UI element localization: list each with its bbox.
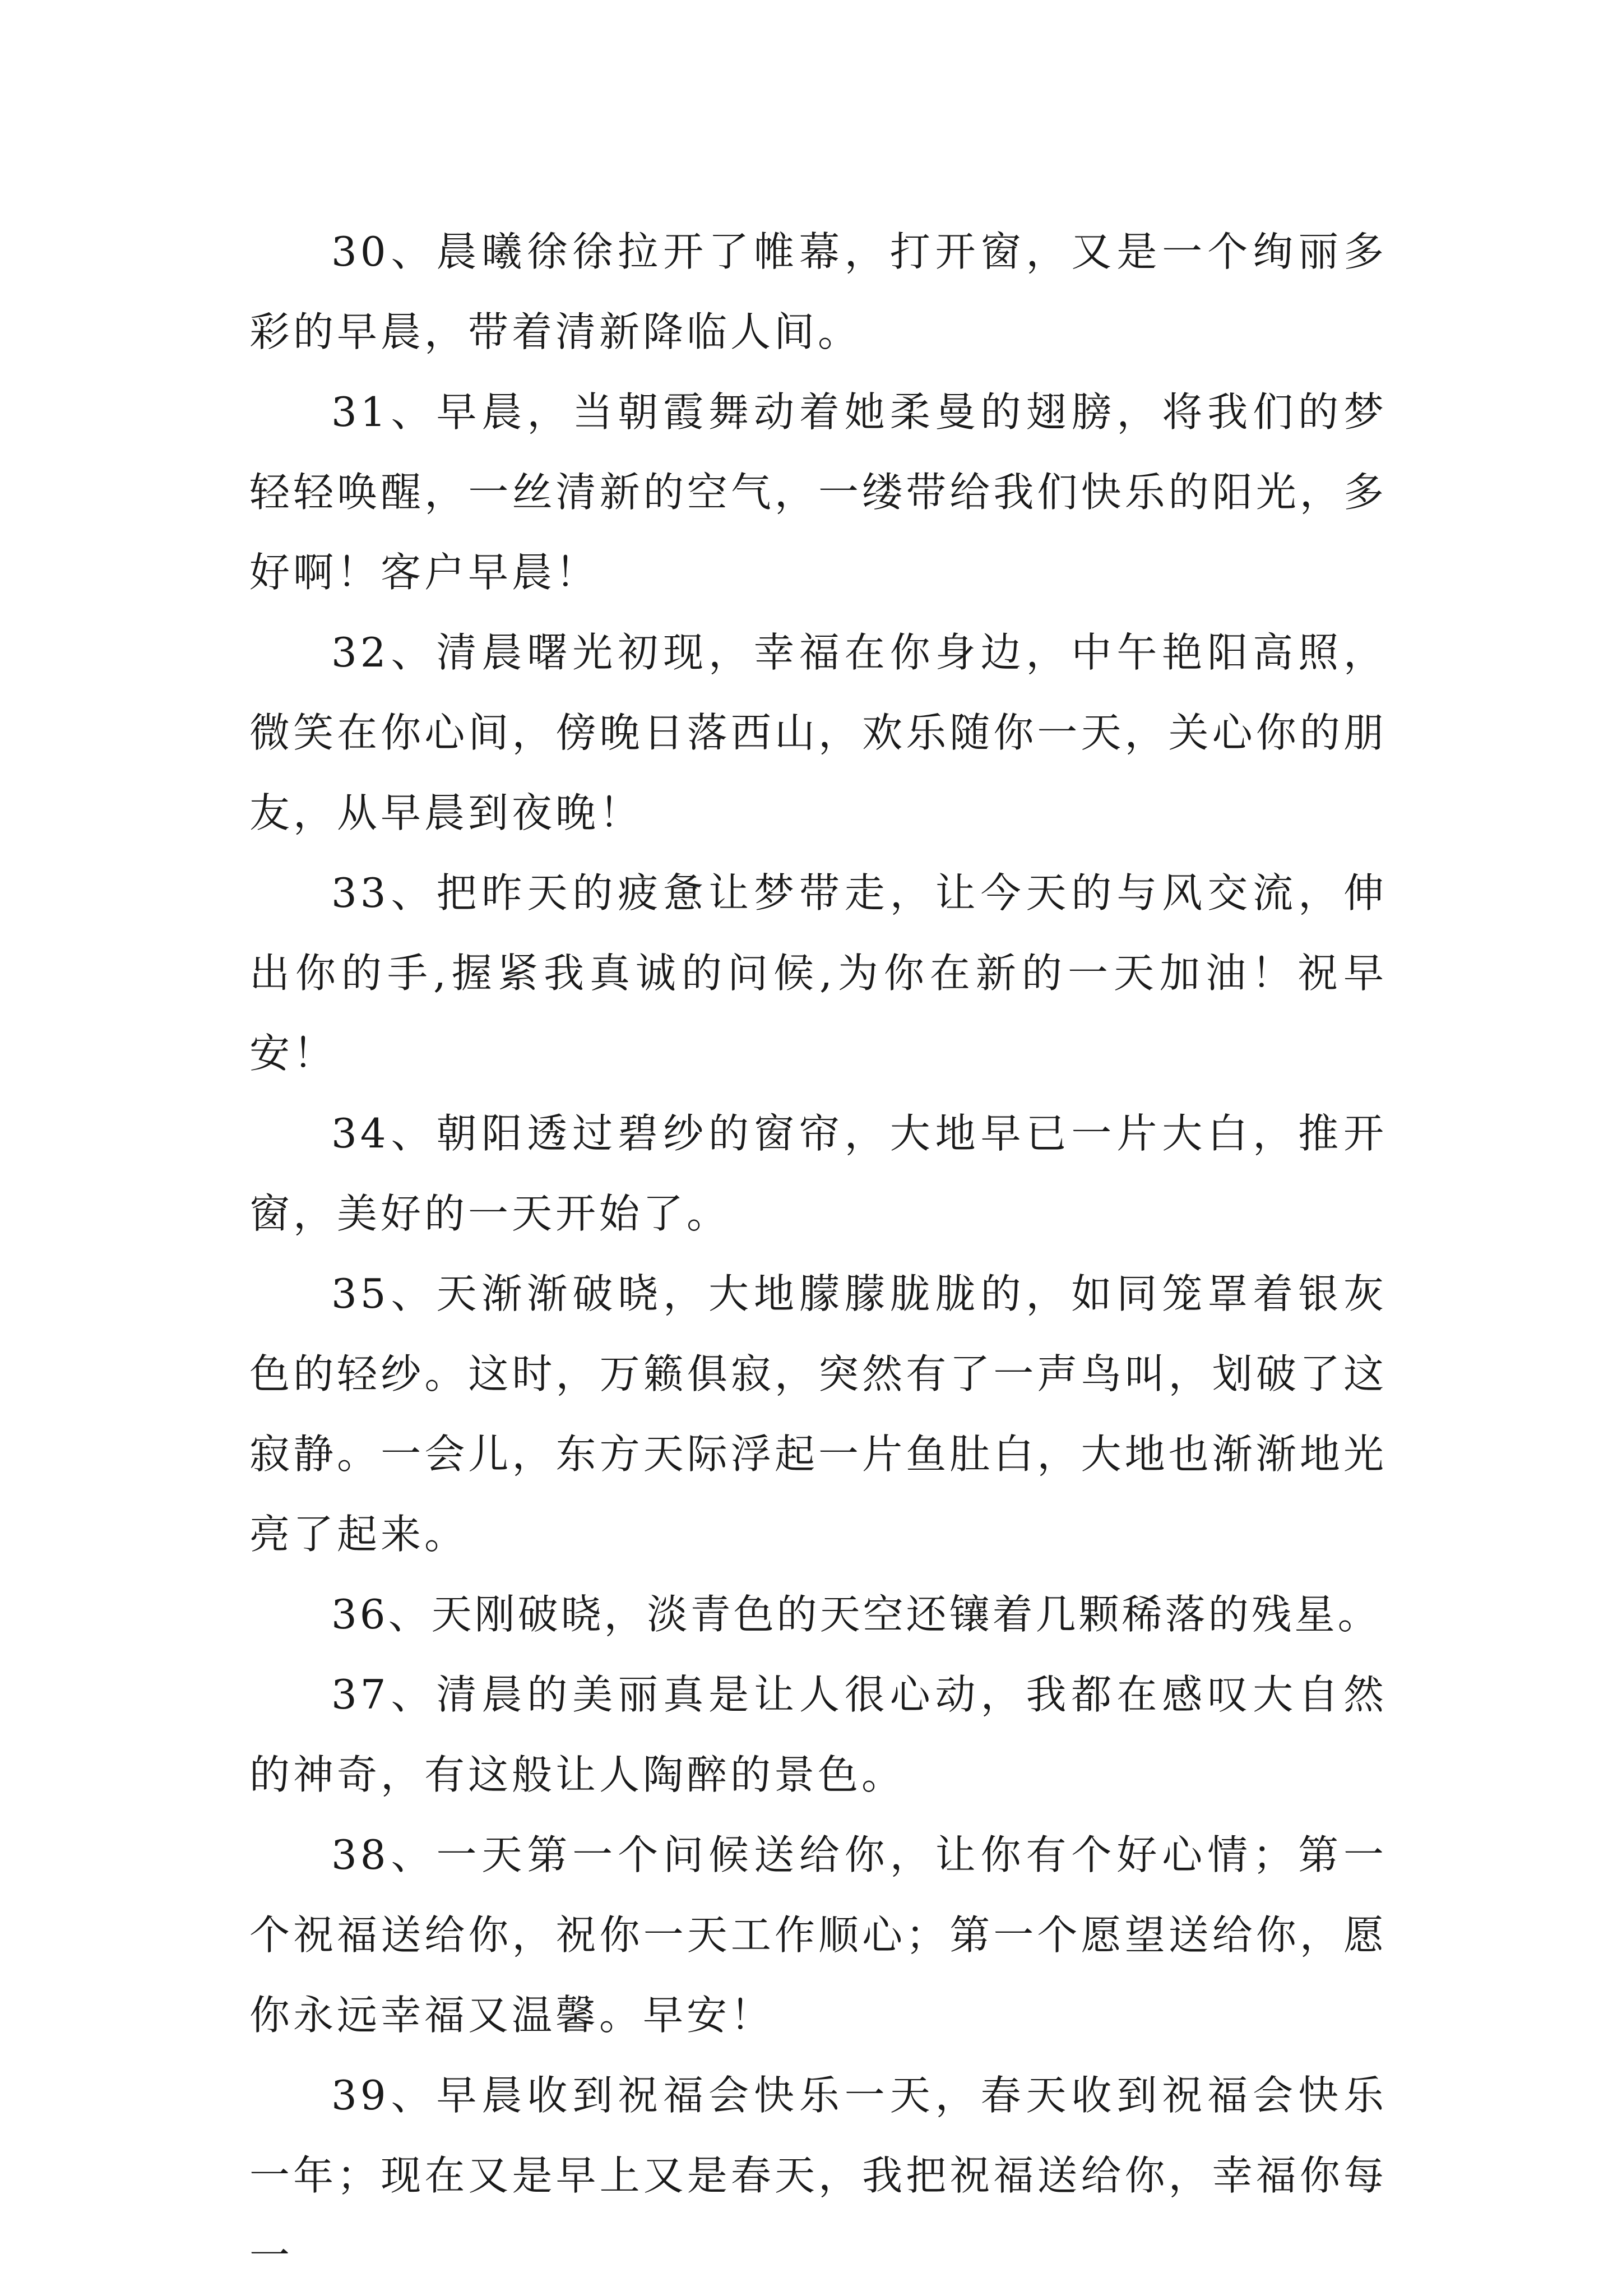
paragraph-39: 39、早晨收到祝福会快乐一天，春天收到祝福会快乐一年；现在又是早上又是春天，我把祝福送给你，幸福你每一	[249, 2072, 1387, 2279]
paragraph-35: 35、天渐渐破晓，大地朦朦胧胧的，如同笼罩着银灰色的轻纱。这时，万籁俱寂，突然有了一声鸟叫，划破了这寂静。一会儿，东方天际浮起一片鱼肚白，大地也渐渐地光亮了起来。	[249, 1270, 1387, 1558]
body-text	[249, 212, 1387, 2296]
paragraph-36: 36、天刚破晓，淡青色的天空还镶着几颗稀落的残星。	[331, 1591, 1381, 1638]
paragraph-34: 34、朝阳透过碧纱的窗帘，大地早已一片大白，推开窗，美好的一天开始了。	[249, 1110, 1387, 1237]
paragraph-37: 37、清晨的美丽真是让人很心动，我都在感叹大自然的神奇，有这般让人陶醉的景色。	[249, 1671, 1387, 1798]
paragraph-38: 38、一天第一个问候送给你，让你有个好心情；第一个祝福送给你，祝你一天工作顺心；第一个愿望送给你，愿你永远幸福又温馨。早安！	[249, 1831, 1387, 2039]
paragraph-30: 30、晨曦徐徐拉开了帷幕，打开窗，又是一个绚丽多彩的早晨，带着清新降临人间。	[249, 228, 1387, 355]
paragraph-33: 33、把昨天的疲惫让梦带走，让今天的与风交流，伸出你的手,握紧我真诚的问候,为你在新的一天加油！祝早安！	[249, 869, 1387, 1077]
paragraph-31: 31、早晨，当朝霞舞动着她柔曼的翅膀，将我们的梦轻轻唤醒，一丝清新的空气，一缕带给我们快乐的阳光，多好啊！客户早晨！	[249, 388, 1387, 596]
paragraph-32: 32、清晨曙光初现，幸福在你身边，中午艳阳高照，微笑在你心间，傍晚日落西山，欢乐随你一天，关心你的朋友，从早晨到夜晚！	[249, 629, 1387, 836]
